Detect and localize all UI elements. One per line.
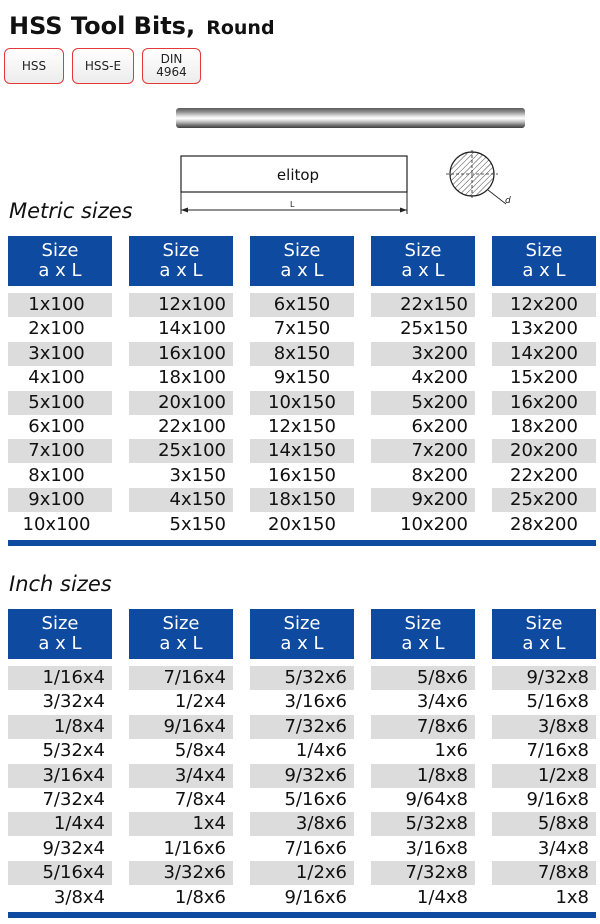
size-cell: 5x200 <box>371 391 475 415</box>
size-cell: 1/8x8 <box>371 764 475 788</box>
size-cell: 9x100 <box>8 488 112 512</box>
inch-header-row <box>8 609 596 659</box>
size-cell: 5/16x6 <box>284 788 347 810</box>
size-cell: 10x150 <box>250 391 354 415</box>
size-cell: 15x200 <box>510 367 578 389</box>
size-cell: 22x200 <box>510 464 578 486</box>
metric-header-row <box>8 236 596 286</box>
table-row <box>8 739 596 763</box>
size-cell: 1/8x6 <box>174 886 226 908</box>
size-cell: 3/16x8 <box>405 837 468 859</box>
size-cell: 20x100 <box>129 391 233 415</box>
size-cell: 9/32x8 <box>492 666 596 690</box>
size-cell: 3/8x4 <box>53 886 105 908</box>
size-cell: 4x200 <box>411 367 468 389</box>
size-cell: 3/4x8 <box>537 837 589 859</box>
size-cell: 1/8x4 <box>8 715 112 739</box>
size-cell: 5/16x8 <box>526 691 589 713</box>
size-cell: 6x100 <box>28 415 85 437</box>
badge-hss: HSS <box>4 48 64 84</box>
size-cell: 5x100 <box>8 391 112 415</box>
badge-din-4964 <box>142 48 201 84</box>
size-cell: 3/16x6 <box>284 691 347 713</box>
size-cell: 9/32x4 <box>42 837 105 859</box>
title-sub: Round <box>206 17 275 39</box>
inch-table-bottom-bar <box>8 912 596 918</box>
size-cell: 12x200 <box>492 293 596 317</box>
size-cell: 16x150 <box>268 464 336 486</box>
metric-sizes-heading: Metric sizes <box>9 199 133 223</box>
size-cell: 28x200 <box>510 513 578 535</box>
inch-header-col-4: Size a x L <box>371 609 475 659</box>
size-cell: 9/16x6 <box>284 886 347 908</box>
page-title <box>9 4 275 42</box>
size-cell: 10x100 <box>22 513 91 535</box>
metric-header-col-4: Size a x L <box>371 236 475 286</box>
size-cell: 3/4x4 <box>129 764 233 788</box>
size-cell: 18x150 <box>250 488 354 512</box>
inch-header-col-5: Size a x L <box>492 609 596 659</box>
size-cell: 12x150 <box>268 415 336 437</box>
size-cell: 9x150 <box>273 367 331 389</box>
diameter-leader <box>488 190 506 204</box>
size-cell: 25x150 <box>400 318 468 340</box>
size-cell: 22x150 <box>371 293 475 317</box>
metric-size-table <box>8 236 596 537</box>
table-row <box>8 415 596 439</box>
size-cell: 14x200 <box>492 342 596 366</box>
size-cell: 7/32x4 <box>42 788 105 810</box>
size-cell: 2x100 <box>28 318 85 340</box>
size-cell: 10x200 <box>400 513 468 535</box>
table-row <box>8 293 596 317</box>
size-cell: 18x100 <box>158 367 226 389</box>
table-row <box>8 391 596 415</box>
tool-bit-photo <box>176 108 525 128</box>
metric-header-col-5: Size a x L <box>492 236 596 286</box>
metric-header-col-1: Size a x L <box>8 236 112 286</box>
size-cell: 4x150 <box>129 488 233 512</box>
size-cell: 1/16x4 <box>8 666 112 690</box>
size-cell: 5/32x4 <box>42 740 105 762</box>
table-row <box>8 666 596 690</box>
size-cell: 8x150 <box>250 342 354 366</box>
size-cell: 1/4x6 <box>295 740 347 762</box>
size-cell: 3/16x4 <box>8 764 112 788</box>
size-cell: 5/8x8 <box>492 812 596 836</box>
table-row <box>8 366 596 390</box>
inch-header-col-2: Size a x L <box>129 609 233 659</box>
inch-size-table <box>8 609 596 910</box>
metric-table-bottom-bar <box>8 540 596 546</box>
size-cell: 1/2x6 <box>250 861 354 885</box>
size-cell: 1/4x4 <box>8 812 112 836</box>
table-row <box>8 690 596 714</box>
size-cell: 1/16x6 <box>163 837 226 859</box>
table-row <box>8 812 596 836</box>
diameter-label: d <box>505 196 511 206</box>
title-main: HSS Tool Bits, <box>9 12 196 40</box>
table-row <box>8 715 596 739</box>
size-cell: 7/16x6 <box>284 837 347 859</box>
size-cell: 7/32x6 <box>250 715 354 739</box>
size-cell: 1x4 <box>129 812 233 836</box>
size-cell: 1/2x4 <box>174 691 226 713</box>
size-cell: 25x100 <box>129 439 233 463</box>
size-cell: 14x100 <box>158 318 226 340</box>
table-row <box>8 886 596 910</box>
size-cell: 5/32x8 <box>371 812 475 836</box>
size-cell: 5/8x4 <box>174 740 226 762</box>
length-label: L <box>290 200 295 209</box>
table-row <box>8 837 596 861</box>
size-cell: 5/16x4 <box>8 861 112 885</box>
size-cell: 1x8 <box>555 886 589 908</box>
size-cell: 7x150 <box>273 318 331 340</box>
size-cell: 7/8x8 <box>492 861 596 885</box>
inch-sizes-heading: Inch sizes <box>9 572 112 596</box>
size-cell: 7x200 <box>371 439 475 463</box>
table-row <box>8 488 596 512</box>
inch-rows <box>8 666 596 910</box>
size-cell: 8x100 <box>28 464 85 486</box>
size-cell: 25x200 <box>492 488 596 512</box>
metric-rows <box>8 293 596 537</box>
technical-drawing <box>176 150 536 220</box>
size-cell: 3/32x6 <box>129 861 233 885</box>
size-cell: 18x200 <box>510 415 578 437</box>
size-cell: 13x200 <box>510 318 578 340</box>
inch-header-col-3: Size a x L <box>250 609 354 659</box>
size-cell: 20x150 <box>268 513 336 535</box>
size-cell: 9/16x4 <box>129 715 233 739</box>
size-cell: 7x100 <box>8 439 112 463</box>
size-cell: 5x150 <box>169 513 226 535</box>
metric-header-col-3: Size a x L <box>250 236 354 286</box>
size-cell: 7/32x8 <box>371 861 475 885</box>
size-cell: 9/32x6 <box>250 764 354 788</box>
size-cell: 9/16x8 <box>526 788 589 810</box>
size-cell: 16x200 <box>492 391 596 415</box>
size-cell: 1x6 <box>434 740 468 762</box>
arrow-right-icon <box>400 208 407 213</box>
table-row <box>8 513 596 537</box>
size-cell: 9/64x8 <box>405 788 468 810</box>
table-row <box>8 861 596 885</box>
size-cell: 3x150 <box>169 464 226 486</box>
size-cell: 5/8x6 <box>371 666 475 690</box>
size-cell: 20x200 <box>492 439 596 463</box>
table-row <box>8 764 596 788</box>
badge-din-line1: DIN <box>160 52 183 66</box>
table-row <box>8 464 596 488</box>
size-cell: 3x200 <box>371 342 475 366</box>
table-row <box>8 439 596 463</box>
size-cell: 4x100 <box>28 367 85 389</box>
table-row <box>8 788 596 812</box>
size-cell: 7/16x8 <box>526 740 589 762</box>
size-cell: 3/32x4 <box>42 691 105 713</box>
size-cell: 8x200 <box>411 464 468 486</box>
size-cell: 6x200 <box>411 415 468 437</box>
material-badges <box>4 48 201 84</box>
size-cell: 5/32x6 <box>250 666 354 690</box>
size-cell: 3/8x8 <box>492 715 596 739</box>
size-cell: 14x150 <box>250 439 354 463</box>
size-cell: 22x100 <box>158 415 226 437</box>
size-cell: 9x200 <box>371 488 475 512</box>
size-cell: 1/2x8 <box>492 764 596 788</box>
metric-header-col-2: Size a x L <box>129 236 233 286</box>
size-cell: 3x100 <box>8 342 112 366</box>
size-cell: 7/16x4 <box>129 666 233 690</box>
badge-din-line2: 4964 <box>156 65 187 79</box>
badge-hss-e: HSS-E <box>72 48 134 84</box>
brand-label: elitop <box>276 166 320 184</box>
size-cell: 16x100 <box>129 342 233 366</box>
table-row <box>8 317 596 341</box>
size-cell: 1/4x8 <box>416 886 468 908</box>
table-row <box>8 342 596 366</box>
size-cell: 3/8x6 <box>250 812 354 836</box>
size-cell: 3/4x6 <box>416 691 468 713</box>
size-cell: 6x150 <box>250 293 354 317</box>
size-cell: 1x100 <box>8 293 112 317</box>
inch-header-col-1: Size a x L <box>8 609 112 659</box>
size-cell: 7/8x4 <box>174 788 226 810</box>
size-cell: 7/8x6 <box>371 715 475 739</box>
arrow-left-icon <box>181 208 188 213</box>
size-cell: 12x100 <box>129 293 233 317</box>
